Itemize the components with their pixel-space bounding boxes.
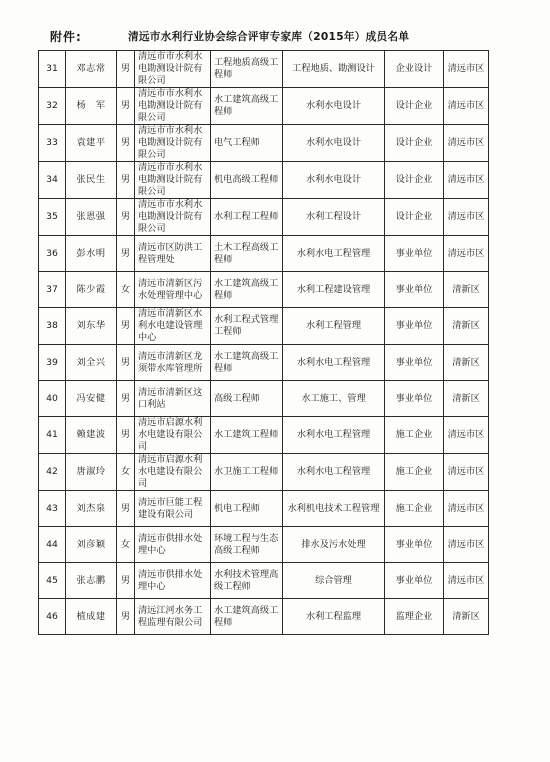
cell-number: 35 [39,199,66,236]
cell-number: 33 [39,125,66,162]
cell-organization: 清远市供排水处理中心 [135,527,211,563]
table-row [39,417,489,454]
cell-organization: 清远市清新区龙须带水库管理所 [135,345,211,381]
cell-area: 清新区 [444,599,489,635]
cell-name: 冯安健 [66,381,117,417]
cell-specialty: 排水及污水处理 [283,527,385,563]
cell-area: 清远市区 [444,51,489,88]
cell-sex: 男 [117,599,135,635]
cell-organization: 清远市市水利水电勘测设计院有限公司 [135,51,211,88]
table-row [39,599,489,635]
cell-name: 刘彦颖 [66,527,117,563]
cell-job-title: 水工建筑高级工程师 [211,88,283,125]
cell-organization: 清远市区防洪工程管理处 [135,236,211,272]
table-row [39,454,489,491]
cell-specialty: 水工施工、管理 [283,381,385,417]
cell-unit-type: 设计企业 [385,199,444,236]
cell-sex: 男 [117,417,135,454]
cell-area: 清远市区 [444,527,489,563]
cell-area: 清新区 [444,272,489,308]
cell-sex: 男 [117,491,135,527]
cell-unit-type: 事业单位 [385,527,444,563]
cell-name: 赖建波 [66,417,117,454]
cell-unit-type: 施工企业 [385,454,444,491]
cell-specialty: 水利水电设计 [283,88,385,125]
cell-sex: 男 [117,236,135,272]
expert-table [38,50,489,635]
cell-organization: 清远市市水利水电勘测设计院有限公司 [135,199,211,236]
cell-unit-type: 企业设计 [385,51,444,88]
cell-name: 邓志常 [66,51,117,88]
cell-area: 清远市区 [444,125,489,162]
cell-number: 32 [39,88,66,125]
cell-number: 38 [39,308,66,345]
cell-unit-type: 事业单位 [385,345,444,381]
cell-job-title: 机电高级工程师 [211,162,283,199]
cell-name: 张恩强 [66,199,117,236]
cell-area: 清远市区 [444,199,489,236]
cell-organization: 清远市清新区水利水电建设管理中心 [135,308,211,345]
cell-area: 清新区 [444,381,489,417]
cell-sex: 女 [117,454,135,491]
cell-organization: 清远市清新区污水处理管理中心 [135,272,211,308]
cell-number: 45 [39,563,66,599]
cell-organization: 清远市启源水利水电建设有限公司 [135,454,211,491]
cell-name: 张民生 [66,162,117,199]
document-header [0,26,550,44]
table-row [39,563,489,599]
table-row [39,308,489,345]
cell-number: 46 [39,599,66,635]
cell-job-title: 水利工程工程师 [211,199,283,236]
cell-number: 37 [39,272,66,308]
cell-name: 刘杰泉 [66,491,117,527]
cell-organization: 清远市巨能工程建设有限公司 [135,491,211,527]
cell-unit-type: 监理企业 [385,599,444,635]
table-row [39,236,489,272]
cell-job-title: 高级工程师 [211,381,283,417]
cell-name: 刘全兴 [66,345,117,381]
cell-number: 34 [39,162,66,199]
cell-name: 植成建 [66,599,117,635]
cell-sex: 男 [117,88,135,125]
table-row [39,88,489,125]
cell-number: 40 [39,381,66,417]
cell-unit-type: 设计企业 [385,125,444,162]
table-row [39,199,489,236]
table-row [39,381,489,417]
cell-unit-type: 事业单位 [385,236,444,272]
cell-job-title: 水卫施工工程师 [211,454,283,491]
cell-specialty: 水利工程设计 [283,199,385,236]
cell-sex: 男 [117,125,135,162]
cell-area: 清远市区 [444,454,489,491]
cell-job-title: 工程地质高级工程师 [211,51,283,88]
cell-unit-type: 施工企业 [385,491,444,527]
cell-area: 清远市区 [444,162,489,199]
cell-area: 清远市区 [444,88,489,125]
cell-sex: 男 [117,51,135,88]
cell-name: 杨 军 [66,88,117,125]
cell-number: 39 [39,345,66,381]
cell-specialty: 水利水电设计 [283,125,385,162]
cell-sex: 男 [117,563,135,599]
cell-name: 陈少霞 [66,272,117,308]
cell-unit-type: 设计企业 [385,162,444,199]
cell-sex: 男 [117,381,135,417]
cell-specialty: 水利机电技术工程管理 [283,491,385,527]
cell-specialty: 水利工程监理 [283,599,385,635]
cell-specialty: 水利水电工程管理 [283,345,385,381]
cell-job-title: 水利技术管理高级工程师 [211,563,283,599]
cell-name: 唐淑玲 [66,454,117,491]
cell-job-title: 水工建筑高级工程师 [211,345,283,381]
cell-specialty: 水利工程管理 [283,308,385,345]
cell-organization: 清远市市水利水电勘测设计院有限公司 [135,88,211,125]
cell-area: 清远市区 [444,417,489,454]
cell-specialty: 综合管理 [283,563,385,599]
cell-number: 43 [39,491,66,527]
cell-number: 42 [39,454,66,491]
cell-name: 彭水明 [66,236,117,272]
cell-name: 张志鹏 [66,563,117,599]
document-title: 清远市水利行业协会综合评审专家库（2015年）成员名单 [128,31,410,43]
table-row [39,491,489,527]
cell-specialty: 工程地质、勘测设计 [283,51,385,88]
cell-area: 清远市区 [444,236,489,272]
cell-sex: 男 [117,162,135,199]
cell-organization: 清远市启源水利水电建设有限公司 [135,417,211,454]
cell-sex: 男 [117,199,135,236]
cell-unit-type: 施工企业 [385,417,444,454]
cell-area: 清新区 [444,308,489,345]
cell-name: 刘东华 [66,308,117,345]
cell-unit-type: 事业单位 [385,308,444,345]
table-row [39,51,489,88]
cell-specialty: 水利水电工程管理 [283,417,385,454]
cell-job-title: 土木工程高级工程师 [211,236,283,272]
cell-job-title: 水工建筑工程师 [211,417,283,454]
cell-job-title: 水工建筑高级工程师 [211,599,283,635]
cell-area: 清新区 [444,345,489,381]
cell-job-title: 电气工程师 [211,125,283,162]
cell-job-title: 机电工程师 [211,491,283,527]
attachment-label: 附件: [50,30,82,44]
cell-unit-type: 事业单位 [385,563,444,599]
cell-area: 清远市区 [444,491,489,527]
table-row [39,527,489,563]
table-row [39,125,489,162]
table-row [39,345,489,381]
cell-unit-type: 事业单位 [385,381,444,417]
cell-organization: 清远江河水务工程监理有限公司 [135,599,211,635]
cell-number: 44 [39,527,66,563]
cell-specialty: 水利工程建设管理 [283,272,385,308]
cell-sex: 女 [117,527,135,563]
cell-name: 袁建平 [66,125,117,162]
cell-job-title: 水工建筑高级工程师 [211,272,283,308]
cell-organization: 清远市清新区这口利站 [135,381,211,417]
table-row [39,272,489,308]
cell-unit-type: 事业单位 [385,272,444,308]
cell-specialty: 水利水电工程管理 [283,454,385,491]
cell-sex: 男 [117,345,135,381]
cell-organization: 清远市市水利水电勘测设计院有限公司 [135,162,211,199]
cell-sex: 女 [117,272,135,308]
cell-specialty: 水利水电工程管理 [283,236,385,272]
cell-number: 41 [39,417,66,454]
cell-job-title: 水利工程式管理工程师 [211,308,283,345]
table-body [39,51,489,635]
cell-sex: 男 [117,308,135,345]
table-row [39,162,489,199]
cell-area: 清远市区 [444,563,489,599]
cell-specialty: 水利水电设计 [283,162,385,199]
cell-unit-type: 设计企业 [385,88,444,125]
cell-organization: 清远市市水利水电勘测设计院有限公司 [135,125,211,162]
cell-number: 31 [39,51,66,88]
cell-job-title: 环境工程与生态高级工程师 [211,527,283,563]
cell-number: 36 [39,236,66,272]
cell-organization: 清远市供排水处理中心 [135,563,211,599]
